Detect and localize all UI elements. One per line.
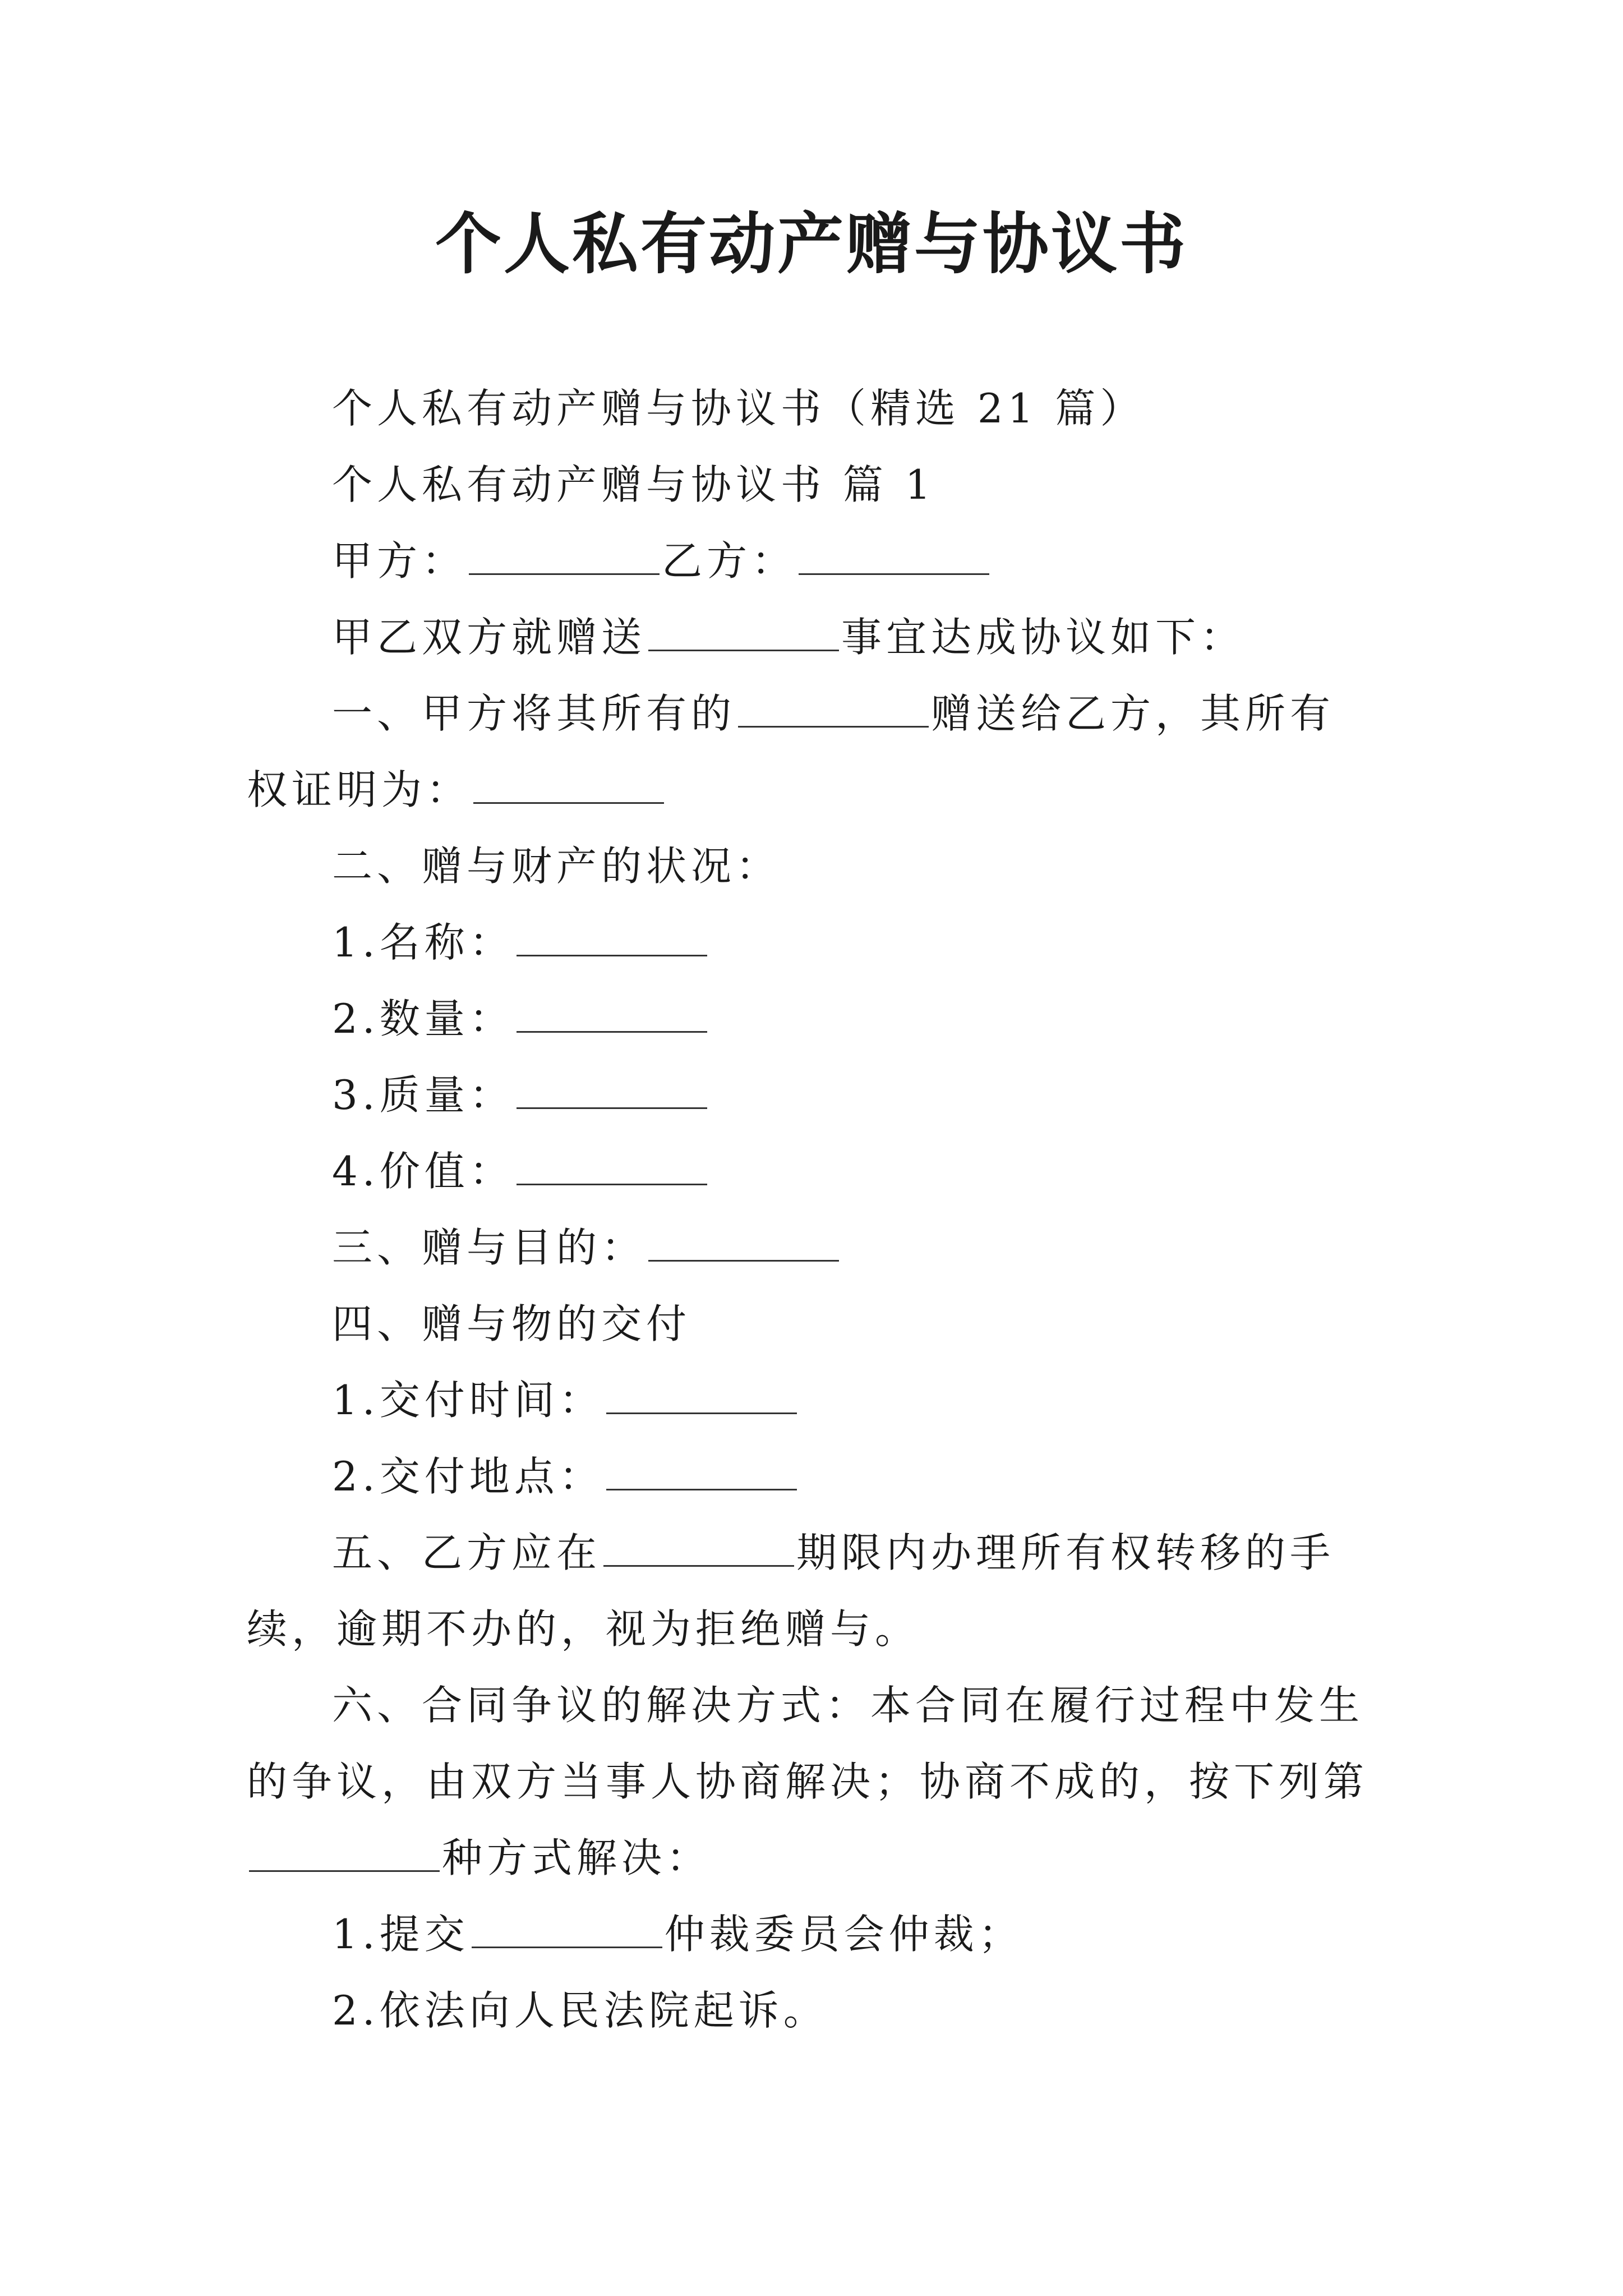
fill-in-blank[interactable] bbox=[648, 615, 839, 651]
paragraph-delivery-time bbox=[247, 1362, 1380, 1438]
paragraph-item-quality bbox=[247, 1057, 1380, 1133]
document-body bbox=[247, 370, 1380, 2049]
paragraph-text: 三、赠与目的： bbox=[332, 1224, 647, 1271]
paragraph-item-quantity bbox=[247, 981, 1380, 1057]
paragraph-text: 个人私有动产赠与协议书（精选 21 篇） bbox=[332, 385, 1145, 432]
paragraph-clause-6 bbox=[247, 1667, 1380, 1896]
fill-in-blank[interactable] bbox=[606, 1454, 797, 1490]
paragraph-text: 一、甲方将其所有的 bbox=[332, 690, 736, 737]
paragraph-clause-2 bbox=[247, 828, 1380, 904]
paragraph-clause-5 bbox=[247, 1515, 1380, 1667]
fill-in-blank[interactable] bbox=[517, 920, 707, 956]
paragraph-text: 3.质量： bbox=[332, 1071, 514, 1119]
paragraph-text: 2.交付地点： bbox=[332, 1453, 604, 1500]
paragraph-dispute-court bbox=[247, 1972, 1380, 2049]
fill-in-blank[interactable] bbox=[249, 1835, 440, 1872]
paragraph-text: 个人私有动产赠与协议书 篇 1 bbox=[332, 461, 935, 508]
paragraph-text: 种方式解决： bbox=[442, 1834, 712, 1881]
paragraph-text: 二、赠与财产的状况： bbox=[332, 843, 781, 890]
fill-in-blank[interactable] bbox=[517, 1073, 707, 1109]
paragraph-section-heading bbox=[247, 447, 1380, 523]
paragraph-text: 五、乙方应在 bbox=[332, 1529, 602, 1576]
fill-in-blank[interactable] bbox=[606, 1378, 797, 1414]
paragraph-text: 1.交付时间： bbox=[332, 1377, 604, 1424]
paragraph-text: 1.名称： bbox=[332, 919, 514, 966]
paragraph-text: 仲裁委员会仲裁； bbox=[664, 1911, 1023, 1958]
fill-in-blank[interactable] bbox=[473, 767, 664, 804]
paragraph-dispute-arbitration bbox=[247, 1896, 1380, 1972]
paragraph-text: 2.依法向人民法院起诉。 bbox=[332, 1987, 828, 2034]
paragraph-clause-3 bbox=[247, 1209, 1380, 1286]
fill-in-blank[interactable] bbox=[648, 1225, 839, 1262]
paragraph-text: 期限内办理所有权转移的手续，逾期不办的，视为拒绝赠与。 bbox=[247, 1529, 1335, 1653]
paragraph-subtitle bbox=[247, 370, 1380, 447]
paragraph-item-value bbox=[247, 1133, 1380, 1209]
paragraph-text: 甲乙双方就赠送 bbox=[332, 614, 647, 661]
paragraph-parties bbox=[247, 523, 1380, 599]
paragraph-clause-1 bbox=[247, 675, 1380, 828]
paragraph-delivery-place bbox=[247, 1438, 1380, 1515]
fill-in-blank[interactable] bbox=[469, 539, 660, 575]
paragraph-text: 赠送给乙方，其所有权证明为： bbox=[247, 690, 1335, 813]
paragraph-text: 2.数量： bbox=[332, 995, 514, 1042]
paragraph-intro bbox=[247, 599, 1380, 675]
paragraph-clause-4 bbox=[247, 1286, 1380, 1362]
fill-in-blank[interactable] bbox=[517, 996, 707, 1033]
fill-in-blank[interactable] bbox=[738, 691, 929, 728]
paragraph-item-name bbox=[247, 904, 1380, 981]
fill-in-blank[interactable] bbox=[517, 1149, 707, 1185]
document-title: 个人私有动产赠与协议书 bbox=[435, 205, 1188, 283]
paragraph-text: 1.提交 bbox=[332, 1911, 469, 1958]
paragraph-text: 四、赠与物的交付 bbox=[332, 1300, 691, 1347]
paragraph-text: 六、合同争议的解决方式：本合同在履行过程中发生的争议，由双方当事人协商解决；协商不成的，按下列第 bbox=[247, 1682, 1369, 1805]
paragraph-text: 4.价值： bbox=[332, 1148, 514, 1195]
fill-in-blank[interactable] bbox=[603, 1530, 794, 1567]
paragraph-text: 乙方： bbox=[662, 537, 797, 585]
paragraph-text: 甲方： bbox=[332, 537, 467, 585]
paragraph-text: 事宜达成协议如下： bbox=[841, 614, 1246, 661]
fill-in-blank[interactable] bbox=[799, 539, 989, 575]
fill-in-blank[interactable] bbox=[472, 1912, 662, 1948]
